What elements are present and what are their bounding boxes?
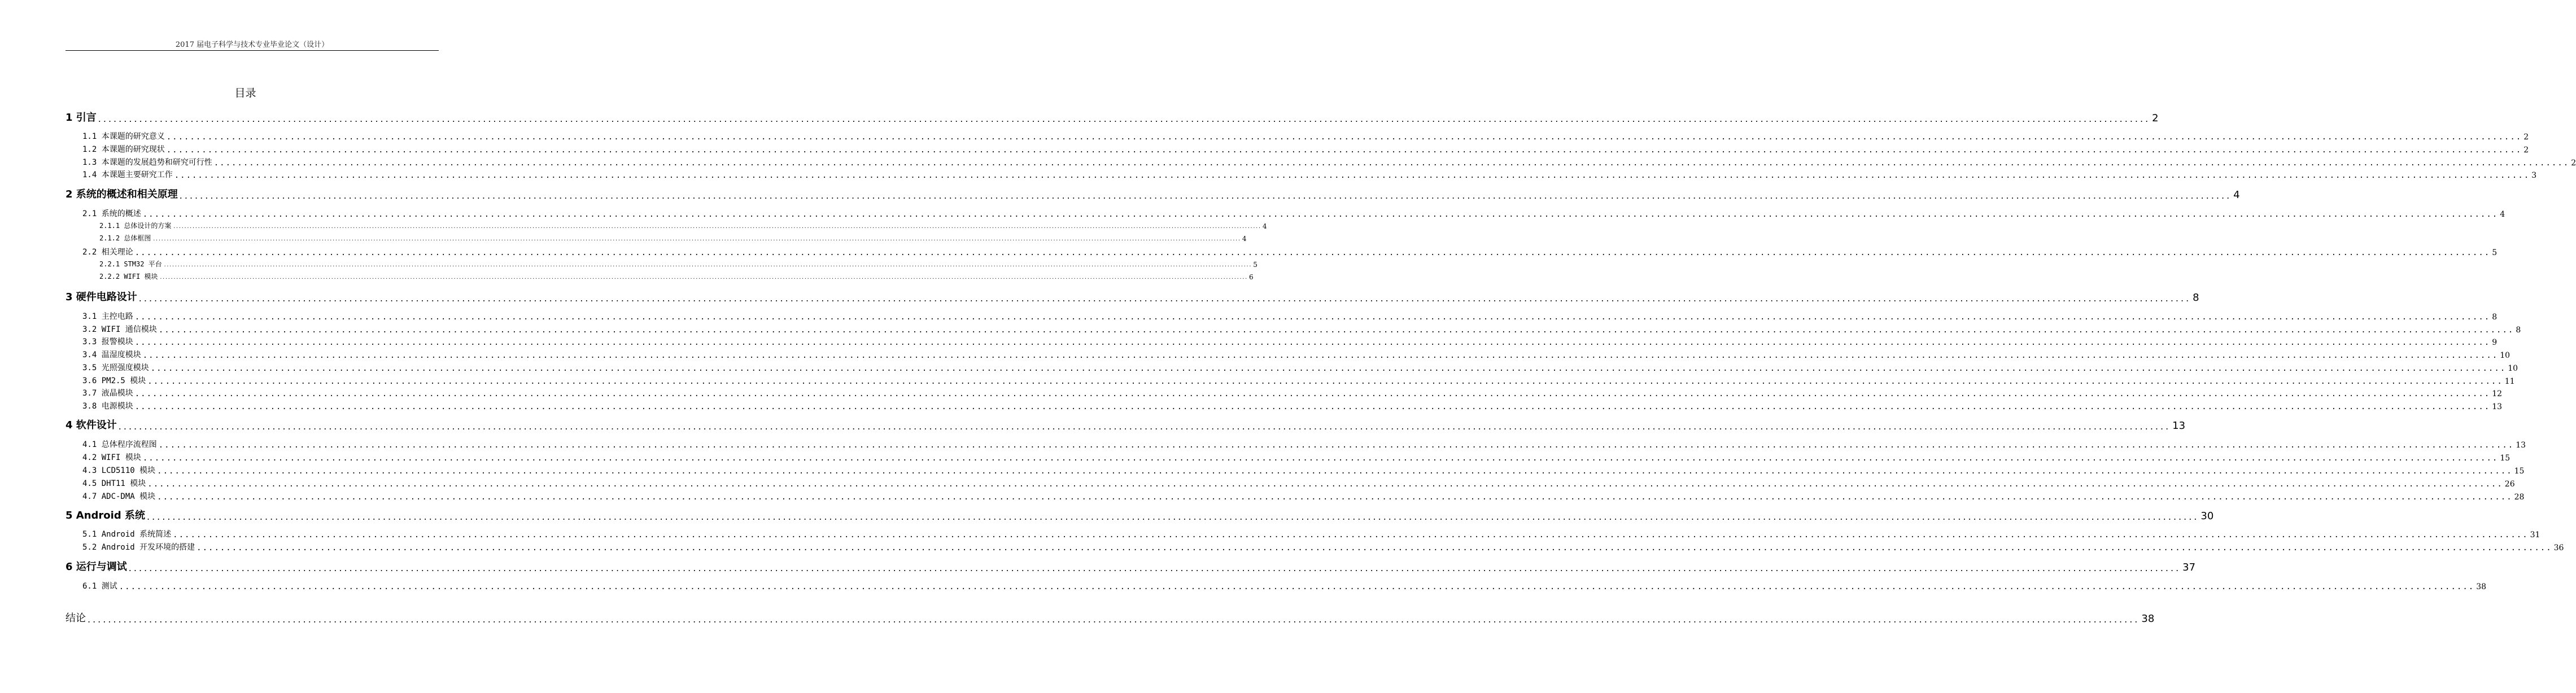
toc-leader: ................................................................................................................................................................................................................................................................................................................................................................................................................ — [166, 146, 2522, 155]
toc-leader: ................................................................................................................................................................................................................................................................................................................................................................................................................ — [173, 530, 2529, 540]
toc-title: 目录 — [234, 87, 256, 99]
toc-entry-page: 13 — [2172, 420, 2186, 432]
toc-leader: ................................................................................................................................................................................................................................................................................................................................................................................................................ — [134, 248, 2491, 257]
toc-leader: ................................................................................................................................................................................................................................................................................................................................................................................................................ — [142, 351, 2499, 360]
toc-leader: ................................................................................................................................................................................................................................................................................................................................................................................................................ — [173, 224, 1261, 229]
toc-entry-label: 4 软件设计 — [66, 419, 117, 431]
toc-entry-label: 2.1.2 总体框图 — [99, 234, 151, 242]
toc-entry-3-4 — [82, 349, 2510, 360]
toc-leader: ................................................................................................................................................................................................................................................................................................................................................................................................................ — [88, 614, 2140, 625]
toc-entry-3-8 — [82, 400, 2503, 411]
toc-entry-3-3 — [82, 336, 2498, 347]
toc-entry-label: 6 运行与调试 — [66, 561, 127, 573]
toc-leader: ................................................................................................................................................................................................................................................................................................................................................................................................................ — [134, 389, 2491, 398]
toc-entry-page: 13 — [2492, 402, 2503, 411]
toc-leader: ................................................................................................................................................................................................................................................................................................................................................................................................................ — [147, 480, 2503, 489]
toc-leader: ................................................................................................................................................................................................................................................................................................................................................................................................................ — [174, 171, 2530, 180]
toc-entry-page: 4 — [1262, 222, 1267, 230]
toc-entry-page: 10 — [2508, 364, 2518, 373]
toc-entry-label: 2.1 系统的概述 — [82, 209, 141, 218]
toc-entry-2-2-1 — [99, 260, 1258, 269]
toc-entry-conclusion — [66, 610, 2155, 625]
toc-entry-4-5 — [82, 477, 2515, 489]
toc-entry-3-2 — [82, 323, 2521, 335]
toc-leader: ................................................................................................................................................................................................................................................................................................................................................................................................................ — [158, 326, 2514, 335]
toc-entry-label: 结论 — [66, 612, 86, 624]
toc-entry-2-2-2 — [99, 272, 1254, 281]
toc-entry-label: 5 Android 系统 — [66, 510, 145, 521]
toc-entry-3-7 — [82, 387, 2503, 398]
toc-entry-label: 1.3 本课题的发展趋势和研究可行性 — [82, 158, 212, 167]
toc-entry-label: 3.8 电源模块 — [82, 402, 133, 411]
toc-entry-page: 13 — [2516, 441, 2526, 450]
toc-leader: ................................................................................................................................................................................................................................................................................................................................................................................................................ — [166, 133, 2522, 142]
toc-entry-label: 2.2.2 WIFI 模块 — [99, 273, 158, 280]
toc-entry-page: 4 — [2233, 189, 2240, 201]
toc-leader: ................................................................................................................................................................................................................................................................................................................................................................................................................ — [159, 275, 1248, 280]
toc-entry-page: 36 — [2553, 543, 2564, 552]
toc-leader: ................................................................................................................................................................................................................................................................................................................................................................................................................ — [152, 236, 1241, 242]
toc-entry-page: 10 — [2500, 351, 2510, 360]
toc-entry-4-7 — [82, 490, 2525, 502]
toc-entry-label: 3 硬件电路设计 — [66, 291, 137, 303]
toc-entry-label: 3.2 WIFI 通信模块 — [82, 325, 157, 334]
toc-entry-page: 5 — [2492, 248, 2498, 257]
toc-entry-label: 5.2 Android 开发环境的搭建 — [82, 543, 195, 552]
toc-entry-chapter-6 — [66, 559, 2196, 573]
toc-leader: ................................................................................................................................................................................................................................................................................................................................................................................................................ — [134, 338, 2491, 347]
toc-entry-label: 6.1 测试 — [82, 582, 117, 591]
toc-entry-1-4 — [82, 169, 2537, 180]
toc-entry-2-1-2 — [99, 234, 1247, 243]
toc-entry-label: 4.7 ADC-DMA 模块 — [82, 492, 156, 501]
toc-entry-label: 1 引言 — [66, 112, 97, 124]
toc-entry-page: 28 — [2514, 493, 2525, 502]
toc-entry-chapter-5 — [66, 507, 2214, 522]
toc-entry-page: 4 — [1242, 235, 1247, 243]
toc-entry-page: 9 — [2492, 338, 2498, 347]
toc-leader: ................................................................................................................................................................................................................................................................................................................................................................................................................ — [157, 467, 2513, 476]
toc-entry-label: 2.2.1 STM32 平台 — [99, 260, 162, 268]
toc-entry-page: 2 — [2523, 146, 2529, 155]
toc-leader: ................................................................................................................................................................................................................................................................................................................................................................................................................ — [118, 421, 2171, 432]
toc-entry-label: 4.1 总体程序流程图 — [82, 440, 157, 449]
toc-entry-chapter-1 — [66, 109, 2159, 124]
toc-leader: ................................................................................................................................................................................................................................................................................................................................................................................................................ — [134, 313, 2491, 322]
toc-entry-label: 4.2 WIFI 模块 — [82, 453, 141, 462]
toc-entry-label: 1.4 本课题主要研究工作 — [82, 170, 173, 179]
toc-leader: ................................................................................................................................................................................................................................................................................................................................................................................................................ — [138, 293, 2191, 304]
toc-leader: ................................................................................................................................................................................................................................................................................................................................................................................................................ — [134, 402, 2491, 411]
toc-entry-page: 6 — [1249, 273, 1254, 281]
toc-entry-page: 30 — [2200, 510, 2214, 522]
toc-entry-4-1 — [82, 438, 2526, 450]
toc-entry-chapter-4 — [66, 417, 2186, 432]
toc-entry-label: 2 系统的概述和相关原理 — [66, 188, 178, 200]
toc-entry-5-2 — [82, 541, 2564, 552]
toc-entry-page: 3 — [2531, 171, 2537, 180]
toc-entry-1-3 — [82, 156, 2576, 168]
toc-leader: ................................................................................................................................................................................................................................................................................................................................................................................................................ — [98, 113, 2151, 124]
toc-entry-label: 3.7 液晶模块 — [82, 389, 133, 398]
toc-entry-page: 31 — [2530, 530, 2540, 540]
toc-entry-page: 37 — [2182, 562, 2196, 573]
toc-entry-label: 3.3 报警模块 — [82, 337, 133, 346]
toc-entry-2-1 — [82, 208, 2505, 219]
toc-leader: ................................................................................................................................................................................................................................................................................................................................................................................................................ — [163, 262, 1252, 267]
toc-entry-page: 8 — [2193, 292, 2199, 304]
running-header: 2017 届电子科学与技术专业毕业论文（设计） — [175, 41, 329, 49]
toc-entry-label: 1.1 本课题的研究意义 — [82, 132, 165, 141]
toc-entry-page: 8 — [2516, 326, 2521, 335]
toc-entry-chapter-2 — [66, 186, 2240, 201]
toc-entry-label: 1.2 本课题的研究现状 — [82, 145, 165, 154]
toc-leader: ................................................................................................................................................................................................................................................................................................................................................................................................................ — [142, 454, 2499, 463]
toc-entry-label: 4.5 DHT11 模块 — [82, 479, 146, 488]
toc-entry-label: 2.2 相关理论 — [82, 248, 133, 257]
toc-entry-label: 5.1 Android 系统简述 — [82, 530, 172, 539]
toc-entry-3-6 — [82, 375, 2515, 386]
toc-entry-label: 4.3 LCD5110 模块 — [82, 466, 156, 475]
toc-entry-4-2 — [82, 451, 2510, 463]
toc-leader: ................................................................................................................................................................................................................................................................................................................................................................................................................ — [158, 441, 2514, 450]
toc-entry-1-1 — [82, 130, 2529, 142]
toc-entry-2-1-1 — [99, 221, 1267, 230]
toc-entry-6-1 — [82, 580, 2487, 591]
toc-entry-4-3 — [82, 464, 2525, 476]
toc-leader: ................................................................................................................................................................................................................................................................................................................................................................................................................ — [119, 582, 2475, 591]
toc-leader: ................................................................................................................................................................................................................................................................................................................................................................................................................ — [142, 210, 2499, 219]
toc-entry-page: 8 — [2492, 313, 2498, 322]
toc-entry-1-2 — [82, 143, 2529, 155]
toc-entry-page: 2 — [2152, 112, 2159, 124]
toc-entry-chapter-3 — [66, 289, 2199, 304]
toc-entry-page: 2 — [2523, 133, 2529, 142]
toc-leader: ................................................................................................................................................................................................................................................................................................................................................................................................................ — [147, 511, 2199, 522]
toc-entry-page: 11 — [2504, 377, 2515, 386]
toc-entry-page: 5 — [1253, 261, 1258, 269]
toc-entry-5-1 — [82, 528, 2540, 540]
toc-leader: ................................................................................................................................................................................................................................................................................................................................................................................................................ — [179, 190, 2232, 201]
toc-leader: ................................................................................................................................................................................................................................................................................................................................................................................................................ — [197, 543, 2552, 552]
toc-entry-page: 15 — [2514, 467, 2525, 476]
toc-entry-page: 15 — [2500, 454, 2510, 463]
toc-leader: ................................................................................................................................................................................................................................................................................................................................................................................................................ — [213, 159, 2570, 168]
toc-entry-3-5 — [82, 362, 2518, 373]
toc-leader: ................................................................................................................................................................................................................................................................................................................................................................................................................ — [150, 364, 2507, 373]
toc-entry-label: 2.1.1 总体设计的方案 — [99, 222, 172, 230]
toc-entry-label: 3.6 PM2.5 模块 — [82, 376, 146, 385]
toc-entry-page: 38 — [2141, 613, 2155, 625]
toc-entry-page: 26 — [2504, 480, 2515, 489]
toc-entry-page: 2 — [2571, 159, 2576, 168]
toc-entry-label: 3.1 主控电路 — [82, 312, 133, 321]
toc-leader: ................................................................................................................................................................................................................................................................................................................................................................................................................ — [128, 563, 2181, 573]
toc-entry-page: 38 — [2476, 582, 2487, 591]
toc-entry-page: 12 — [2492, 389, 2503, 398]
toc-leader: ................................................................................................................................................................................................................................................................................................................................................................................................................ — [147, 377, 2503, 386]
toc-leader: ................................................................................................................................................................................................................................................................................................................................................................................................................ — [157, 493, 2513, 502]
toc-entry-3-1 — [82, 310, 2498, 322]
header-rule — [66, 50, 439, 51]
toc-entry-page: 4 — [2500, 210, 2505, 219]
toc-entry-label: 3.4 温湿度模块 — [82, 350, 141, 359]
toc-entry-label: 3.5 光照强度模块 — [82, 363, 149, 372]
toc-entry-2-2 — [82, 246, 2498, 257]
